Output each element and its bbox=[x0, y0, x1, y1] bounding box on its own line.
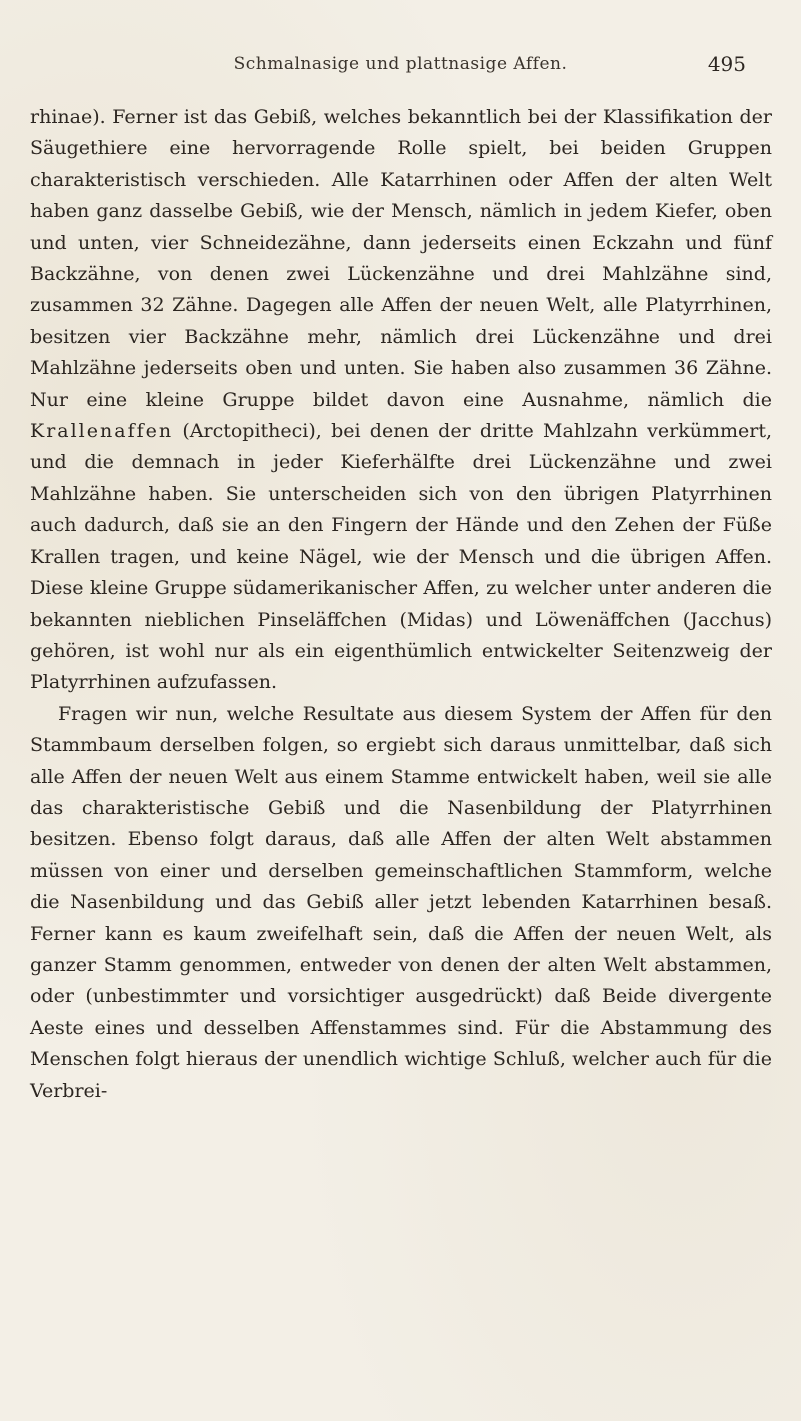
paragraph-dentition-part-b: (Arctopitheci), bei denen der dritte Mahlzahn verkümmert, und die demnach in jeder Kieferhälfte drei Lückenzähne und zwei Mahlzähne haben. Sie unterscheiden sich von den übrigen Platyrrhinen auch dadurch, daß sie an den Fingern der Hände und den Zehen der Füße Krallen tragen, und keine Nägel, wie der Mensch und die übrigen Affen. Diese kleine Gruppe südamerikanischer Affen, zu welcher unter anderen die bekannten nieblichen Pinseläffchen (Midas) und Löwenäffchen (Jacchus) gehören, ist wohl nur als ein eigenthümlich entwickelter Seitenzweig der Platyrrhinen aufzufassen. bbox=[30, 420, 772, 694]
paragraph-dentition bbox=[30, 102, 772, 699]
paragraph-stammbaum: Fragen wir nun, welche Resultate aus diesem System der Affen für den Stammbaum derselben folgen, so ergiebt sich daraus unmittelbar, daß sich alle Affen der neuen Welt aus einem Stamme entwickelt haben, weil sie alle das charakteristische Gebiß und die Nasenbildung der Platyrrhinen besitzen. Ebenso folgt daraus, daß alle Affen der alten Welt abstammen müssen von einer und derselben gemeinschaftlichen Stammform, welche die Nasenbildung und das Gebiß aller jetzt lebenden Katarrhinen besaß. Ferner kann es kaum zweifelhaft sein, daß die Affen der neuen Welt, als ganzer Stamm genommen, entweder von denen der alten Welt abstammen, oder (unbestimmter und vorsichtiger ausgedrückt) daß Beide divergente Aeste eines und desselben Affenstammes sind. Für die Abstammung des Menschen folgt hieraus der unendlich wichtige Schluß, welcher auch für die Verbrei- bbox=[30, 702, 772, 1102]
body-text bbox=[30, 102, 772, 1107]
page-header bbox=[0, 48, 801, 88]
running-title: Schmalnasige und plattnasige Affen. bbox=[233, 54, 568, 74]
paragraph-dentition-part-a: rhinae). Ferner ist das Gebiß, welches bekanntlich bei der Klassifikation der Säugethiere eine hervorragende Rolle spielt, bei beiden Gruppen charakteristisch verschieden. Alle Katarrhinen oder Affen der alten Welt haben ganz dasselbe Gebiß, wie der Mensch, nämlich in jedem Kiefer, oben und unten, vier Schneidezähne, dann jederseits einen Eckzahn und fünf Backzähne, von denen zwei Lückenzähne und drei Mahlzähne sind, zusammen 32 Zähne. Dagegen alle Affen der neuen Welt, alle Platyrrhinen, besitzen vier Backzähne mehr, nämlich drei Lückenzähne und drei Mahlzähne jederseits oben und unten. Sie haben also zusammen 36 Zähne. Nur eine kleine Gruppe bildet davon eine Ausnahme, nämlich die bbox=[30, 106, 772, 411]
term-krallenaffen: Krallenaffen bbox=[30, 420, 174, 443]
page-number: 495 bbox=[707, 52, 746, 76]
